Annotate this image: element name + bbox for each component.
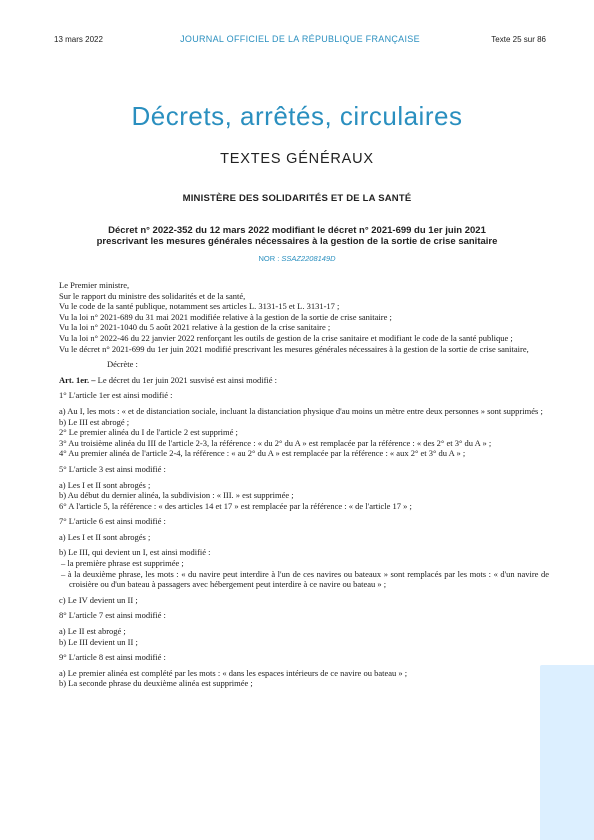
list-item: 2° Le premier alinéa du I de l'article 2 est supprimé ; — [59, 427, 238, 438]
list-item: 9° L'article 8 est ainsi modifié : — [59, 652, 166, 663]
visa-code-sante: Vu le code de la santé publique, notamment ses articles L. 3131-15 et L. 3131-17 ; — [59, 301, 340, 312]
header-journal-title: JOURNAL OFFICIEL DE LA RÉPUBLIQUE FRANÇAISE — [180, 34, 420, 44]
decree-title-line-1: Décret n° 2022-352 du 12 mars 2022 modifiant le décret n° 2021-699 du 1er juin 2021 — [108, 225, 486, 236]
list-item: 8° L'article 7 est ainsi modifié : — [59, 610, 166, 621]
list-item: b) Le III, qui devient un I, est ainsi modifié : — [59, 547, 211, 558]
article-1-text: Le décret du 1er juin 2021 susvisé est ainsi modifié : — [97, 374, 278, 385]
list-item: – la première phrase est supprimée ; — [61, 558, 184, 569]
list-item: 1° L'article 1er est ainsi modifié : — [59, 390, 173, 401]
list-item: a) Les I et II sont abrogés ; — [59, 531, 151, 542]
decree-title-line-2: prescrivant les mesures générales nécessaires à la gestion de la sortie de crise sanitaire — [96, 236, 498, 247]
list-item: 3° Au troisième alinéa du III de l'article 2-3, la référence : « du 2° du A » est remplacée par la référence : « des 2° et 3° du A » ; — [59, 437, 492, 448]
header-date: 13 mars 2022 — [54, 35, 103, 44]
list-item: 6° A l'article 5, la référence : « des articles 14 et 17 » est remplacée par la référence : « de l'article 17 » ; — [59, 500, 412, 511]
preamble-report: Sur le rapport du ministre des solidarités et de la santé, — [59, 290, 246, 301]
nor-reference — [0, 254, 594, 263]
list-item: b) Le III devient un II ; — [59, 636, 138, 647]
visa-loi-2021-689: Vu la loi n° 2021-689 du 31 mai 2021 modifiée relative à la gestion de la sortie de crise sanitaire ; — [59, 311, 392, 322]
decree-title — [70, 225, 524, 247]
article-1 — [47, 375, 549, 386]
list-item: 7° L'article 6 est ainsi modifié : — [59, 516, 166, 527]
nor-label: NOR : — [258, 254, 282, 263]
list-item: a) Le premier alinéa est complété par les mots : « dans les espaces intérieurs de ce navire ou bateau » ; — [59, 667, 408, 678]
list-item: b) Au début du dernier alinéa, la subdivision : « III. » est supprimée ; — [59, 490, 294, 501]
list-item: b) La seconde phrase du deuxième alinéa est supprimée ; — [59, 678, 253, 689]
header-page-number: Texte 25 sur 86 — [491, 35, 546, 44]
list-item: 5° L'article 3 est ainsi modifié : — [59, 463, 166, 474]
visa-decret-2021-699: Vu le décret n° 2021-699 du 1er juin 2021 modifié prescrivant les mesures générales nécessaires à la gestion de la sortie de crise sanitaire, — [59, 343, 529, 354]
decrete-line: Décrète : — [107, 359, 138, 370]
list-item: 4° Au premier alinéa de l'article 2-4, la référence : « au 2° du A » est remplacée par la référence : « aux 2° et 3° du A » ; — [59, 448, 466, 459]
decree-body — [47, 280, 549, 689]
article-1-label: Art. 1er. – — [59, 374, 96, 385]
section-title: Décrets, arrêtés, circulaires — [131, 101, 463, 131]
subsection-title: TEXTES GÉNÉRAUX — [220, 151, 374, 167]
list-item: b) Le III est abrogé ; — [59, 416, 130, 427]
ministry-name: MINISTÈRE DES SOLIDARITÉS ET DE LA SANTÉ — [182, 193, 412, 204]
page-corner-decoration — [540, 665, 594, 840]
list-item: a) Le II est abrogé ; — [59, 626, 126, 637]
page-header — [54, 33, 546, 47]
list-item: a) Au I, les mots : « et de distanciation sociale, incluant la distanciation physique d'au moins un mètre entre deux personnes » sont supprimés ; — [59, 405, 543, 416]
preamble-minister: Le Premier ministre, — [59, 280, 130, 290]
visa-loi-2022-46: Vu la loi n° 2022-46 du 22 janvier 2022 renforçant les outils de gestion de la crise sanitaire et modifiant le code de la santé publique ; — [59, 332, 513, 343]
list-item: c) Le IV devient un II ; — [59, 594, 138, 605]
list-item: a) Les I et II sont abrogés ; — [59, 479, 151, 490]
visa-loi-2021-1040: Vu la loi n° 2021-1040 du 5 août 2021 relative à la gestion de la crise sanitaire ; — [59, 322, 331, 333]
list-item: – à la deuxième phrase, les mots : « du navire peut interdire à l'un de ces navires ou bateaux » sont remplacés par les mots : « d'un navire de croisière ou d'un bateau à passagers avec hébergement peut interdire à ce navire ou bateau » ; — [61, 568, 549, 590]
nor-code: SSAZ2208149D — [281, 254, 336, 263]
